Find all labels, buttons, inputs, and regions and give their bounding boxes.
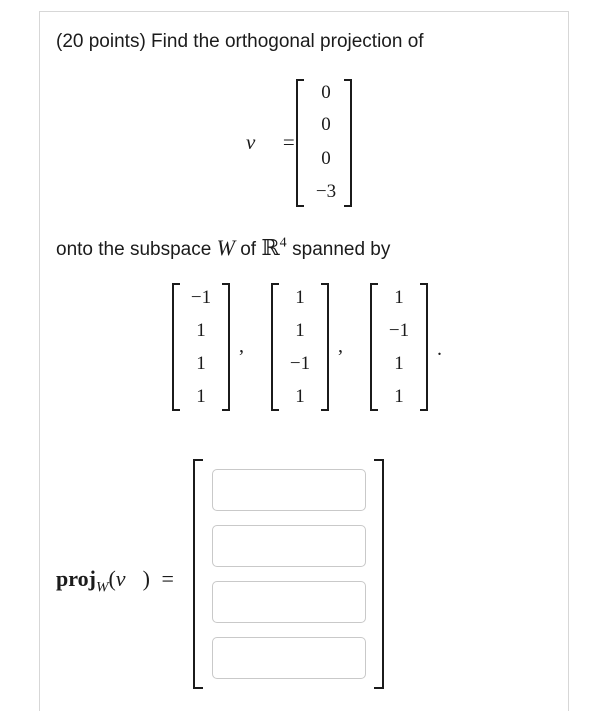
answer-field-2[interactable]	[212, 525, 366, 567]
R4-symbol	[261, 235, 292, 260]
span-vector-3-entry-2: −1	[388, 320, 410, 341]
vector-v-entry-3: 0	[321, 148, 331, 169]
span-vector-1-entry-2: 1	[196, 320, 206, 341]
comma-1: ,	[239, 335, 244, 357]
v-symbol: v⃗	[246, 130, 272, 154]
span-vector-2-entry-3: −1	[289, 353, 311, 374]
span-vector-1-entry-1: −1	[190, 287, 212, 308]
period: .	[437, 338, 442, 360]
onto-text: onto the subspace	[56, 239, 212, 260]
projection-label	[56, 566, 174, 596]
span-vector-3-entry-1: 1	[394, 287, 404, 308]
paren-close: )	[142, 566, 150, 591]
span-vector-1-right-bracket	[222, 283, 230, 411]
span-vector-2-entry-4: 1	[295, 386, 305, 407]
spanned-by-text: spanned by	[292, 239, 391, 260]
problem-intro: (20 points) Find the orthogonal projection of	[56, 31, 424, 52]
span-vector-1-entry-3: 1	[196, 353, 206, 374]
W-symbol: W	[216, 235, 235, 260]
span-vector-3-entry-3: 1	[394, 353, 404, 374]
vector-v-entry-4: −3	[315, 181, 337, 202]
answer-left-bracket	[193, 459, 203, 689]
paren-open: (	[108, 566, 116, 591]
vector-v-entry-2: 0	[321, 114, 331, 135]
span-vector-2-entry-2: 1	[295, 320, 305, 341]
equals-sign: =	[282, 130, 295, 154]
of-text: of	[240, 239, 257, 260]
span-vector-1-entry-4: 1	[196, 386, 206, 407]
answer-right-bracket	[374, 459, 384, 689]
vector-v-entry-1: 0	[321, 82, 331, 103]
span-vector-3-left-bracket	[370, 283, 378, 411]
span-vector-2-entry-1: 1	[295, 287, 305, 308]
vector-v-label	[246, 130, 295, 155]
span-vector-2-left-bracket	[271, 283, 279, 411]
subspace-line	[56, 235, 390, 261]
proj-text: proj	[56, 566, 96, 591]
span-vector-1-left-bracket	[172, 283, 180, 411]
span-vector-3-entry-4: 1	[394, 386, 404, 407]
equals-sign-proj: =	[161, 566, 174, 591]
R-symbol: ℝ	[261, 235, 280, 260]
proj-subscript: W	[95, 579, 109, 596]
span-vector-2-right-bracket	[321, 283, 329, 411]
answer-field-3[interactable]	[212, 581, 366, 623]
v-symbol-proj: v⃗	[115, 566, 143, 591]
span-vector-3-right-bracket	[420, 283, 428, 411]
answer-field-1[interactable]	[212, 469, 366, 511]
R-exponent: 4	[279, 235, 287, 251]
comma-2: ,	[338, 335, 343, 357]
answer-field-4[interactable]	[212, 637, 366, 679]
vector-v-left-bracket	[296, 79, 304, 207]
